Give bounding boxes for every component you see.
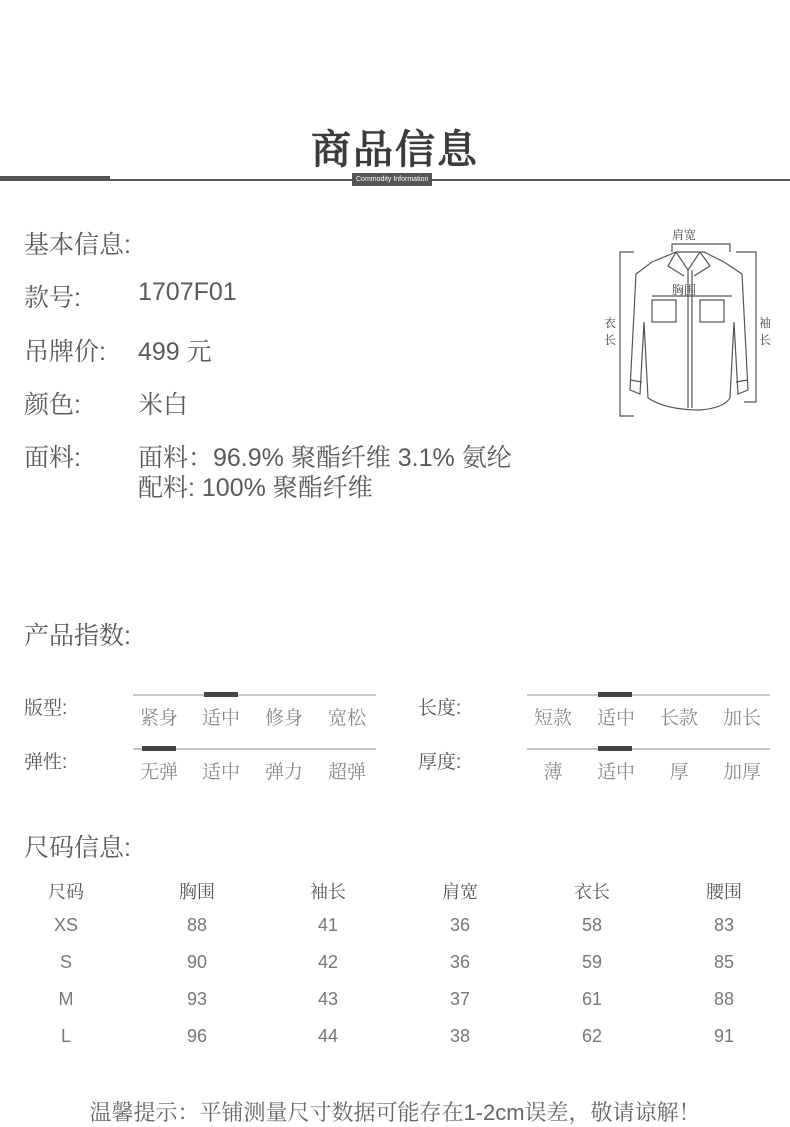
thickness-label: 厚度: [418, 752, 462, 773]
page-subtitle: Commodity Information [352, 173, 432, 186]
size-cell: 88 [713, 989, 735, 1009]
elasticity-scale-marker [142, 746, 176, 751]
size-cell: 36 [449, 915, 471, 935]
size-cell: XS [53, 915, 78, 935]
length-scale-line [527, 694, 770, 696]
size-cell: 83 [713, 915, 735, 935]
diagram-label-length-2: 长 [604, 333, 617, 347]
price-value: 499 元 [138, 338, 212, 366]
thickness-option: 薄 [543, 762, 563, 783]
thickness-option: 加厚 [722, 762, 761, 783]
shirt-measurement-diagram [596, 222, 778, 422]
thickness-option: 厚 [669, 762, 689, 783]
size-cell: 62 [581, 1026, 603, 1046]
measurement-tip: 温馨提示：平铺测量尺寸数据可能存在1-2cm误差，敬请谅解！ [89, 1100, 701, 1125]
diagram-label-shoulder: 肩宽 [672, 228, 697, 242]
elasticity-label: 弹性: [24, 752, 68, 773]
size-cell: 90 [186, 952, 208, 972]
price-label: 吊牌价: [24, 338, 106, 366]
size-cell: 42 [317, 952, 339, 972]
elasticity-option: 超弹 [327, 762, 366, 783]
diagram-label-length-1: 衣 [604, 316, 617, 330]
length-option: 适中 [596, 708, 635, 729]
size-col-header: 衣长 [574, 882, 610, 902]
diagram-label-sleeve-2: 长 [759, 333, 772, 347]
size-cell: 91 [713, 1026, 735, 1046]
size-cell: 59 [581, 952, 603, 972]
diagram-label-sleeve-1: 袖 [759, 316, 772, 330]
fit-label: 版型: [24, 698, 68, 719]
thickness-scale-marker [598, 746, 632, 751]
size-cell: 43 [317, 989, 339, 1009]
fabric-label: 面料: [24, 444, 81, 472]
color-label: 颜色: [24, 391, 81, 419]
size-col-header: 胸围 [179, 882, 215, 902]
size-cell: 96 [186, 1026, 208, 1046]
size-cell: S [59, 952, 72, 972]
size-cell: L [60, 1026, 71, 1046]
length-option: 加长 [722, 708, 761, 729]
size-cell: 36 [449, 952, 471, 972]
thickness-scale-line [527, 748, 770, 750]
fit-scale-marker [204, 692, 238, 697]
fabric-lining: 配料: 100% 聚酯纤维 [138, 474, 373, 502]
length-label: 长度: [418, 698, 462, 719]
length-option: 短款 [533, 708, 572, 729]
header-divider-accent [0, 176, 110, 180]
fit-option: 宽松 [327, 708, 366, 729]
size-cell: 44 [317, 1026, 339, 1046]
size-cell: 93 [186, 989, 208, 1009]
length-option: 长款 [659, 708, 698, 729]
size-cell: 85 [713, 952, 735, 972]
size-cell: 37 [449, 989, 471, 1009]
size-col-header: 肩宽 [442, 882, 478, 902]
size-cell: 61 [581, 989, 603, 1009]
size-cell: 88 [186, 915, 208, 935]
color-value: 米白 [138, 391, 189, 419]
length-scale-marker [598, 692, 632, 697]
style-no-value: 1707F01 [138, 278, 237, 306]
size-cell: M [58, 989, 74, 1009]
page-title: 商品信息 [311, 128, 479, 172]
elasticity-option: 无弹 [139, 762, 178, 783]
thickness-option: 适中 [596, 762, 635, 783]
index-heading: 产品指数: [24, 622, 131, 650]
size-cell: 41 [317, 915, 339, 935]
size-cell: 58 [581, 915, 603, 935]
size-col-header: 尺码 [48, 882, 84, 902]
fit-option: 适中 [201, 708, 240, 729]
size-heading: 尺码信息: [24, 834, 131, 862]
size-cell: 38 [449, 1026, 471, 1046]
diagram-label-chest: 胸围 [672, 283, 697, 297]
elasticity-option: 适中 [201, 762, 240, 783]
style-no-label: 款号: [24, 284, 81, 312]
fit-scale-line [133, 694, 376, 696]
fabric-main: 面料：96.9% 聚酯纤维 3.1% 氨纶 [138, 444, 512, 472]
size-col-header: 袖长 [310, 882, 346, 902]
elasticity-option: 弹力 [264, 762, 303, 783]
fit-option: 紧身 [139, 708, 178, 729]
size-col-header: 腰围 [706, 882, 742, 902]
fit-option: 修身 [264, 708, 303, 729]
basic-info-heading: 基本信息: [24, 231, 131, 259]
